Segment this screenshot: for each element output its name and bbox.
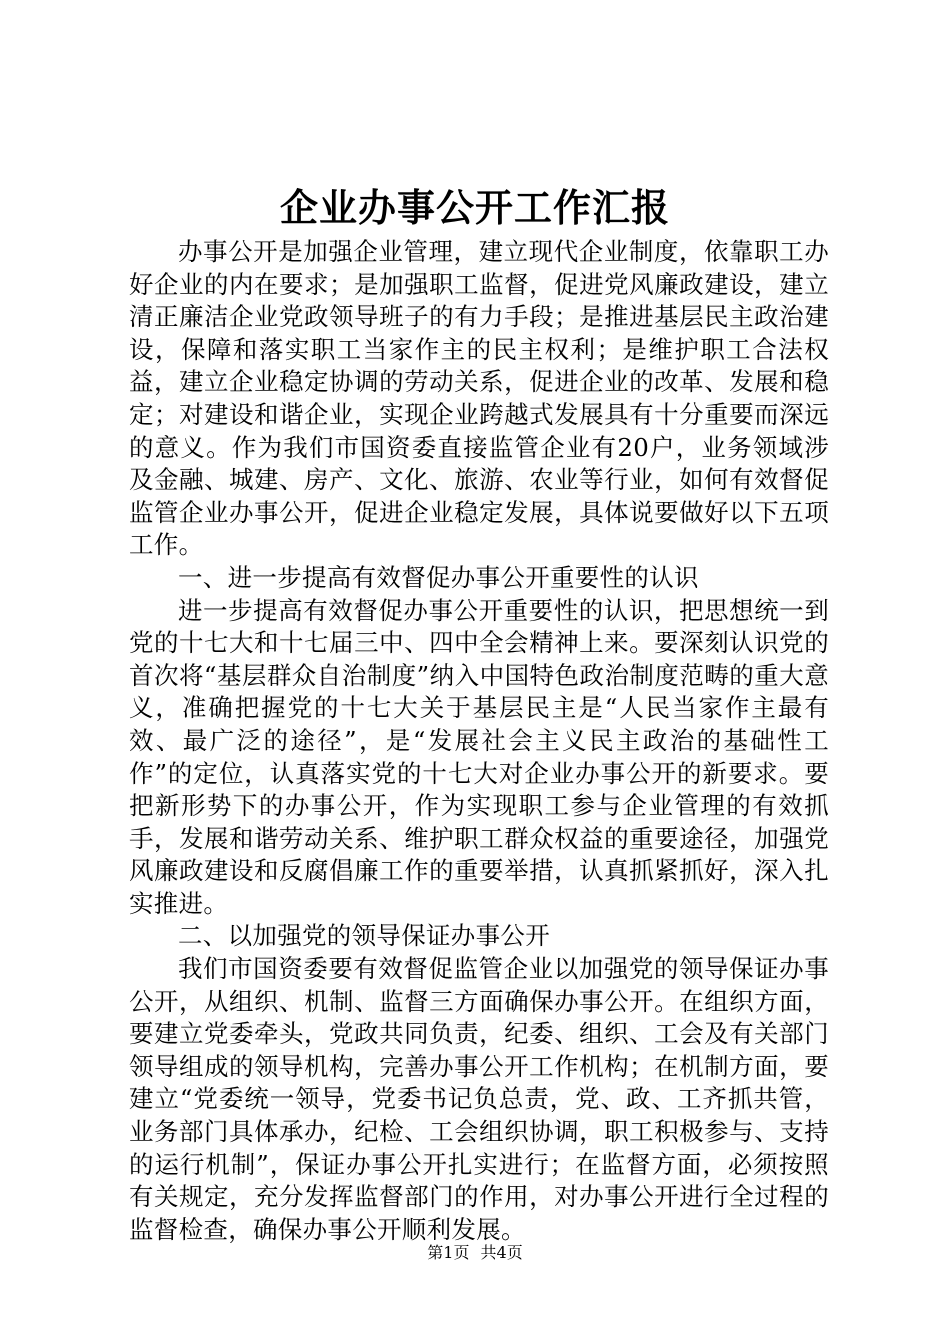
section-2-paragraph: 我们市国资委要有效督促监管企业以加强党的领导保证办事公开，从组织、机制、监督三方面确保办事公开。在组织方面，要建立党委牵头，党政共同负责，纪委、组织、工会及有关部门领导组成的领导机构，完善办事公开工作机构；在机制方面，要建立“党委统一领导，党委书记负总责，党、政、工齐抓共管，业务部门具体承办，纪检、工会组织协调，职工积极参与、支持的运行机制”，保证办事公开扎实进行；在监督方面，必须按照有关规定，充分发挥监督部门的作用，对办事公开进行全过程的监督检查，确保办事公开顺利发展。 xyxy=(129,954,829,1244)
document-title: 企业办事公开工作汇报 xyxy=(279,186,670,230)
section-heading-1: 一、进一步提高有效督促办事公开重要性的认识 xyxy=(178,562,699,592)
intro-paragraph: 办事公开是加强企业管理，建立现代企业制度，依靠职工办好企业的内在要求；是加强职工监督，促进党风廉政建设，建立清正廉洁企业党政领导班子的有力手段；是推进基层民主政治建设，保障和落实职工当家作主的民主权利；是维护职工合法权益，建立企业稳定协调的劳动关系，促进企业的改革、发展和稳定；对建设和谐企业，实现企业跨越式发展具有十分重要而深远的意义。作为我们市国资委直接监管企业有20户，业务领域涉及金融、城建、房产、文化、旅游、农业等行业，如何有效督促监管企业办事公开，促进企业稳定发展，具体说要做好以下五项工作。 xyxy=(129,237,829,560)
section-1-paragraph: 进一步提高有效督促办事公开重要性的认识，把思想统一到党的十七大和十七届三中、四中全会精神上来。要深刻认识党的首次将“基层群众自治制度”纳入中国特色政治制度范畴的重大意义，准确把握党的十七大关于基层民主是“人民当家作主最有效、最广泛的途径”，是“发展社会主义民主政治的基础性工作”的定位，认真落实党的十七大对企业办事公开的新要求。要把新形势下的办事公开，作为实现职工参与企业管理的有效抓手，发展和谐劳动关系、维护职工群众权益的重要途径，加强党风廉政建设和反腐倡廉工作的重要举措，认真抓紧抓好，深入扎实推进。 xyxy=(129,595,830,918)
section-heading-2: 二、以加强党的领导保证办事公开 xyxy=(178,921,550,951)
document-body xyxy=(129,236,829,1246)
page-total: 共4页 xyxy=(480,1243,523,1262)
page-footer xyxy=(0,1242,950,1264)
page-number: 第1页 xyxy=(427,1243,470,1262)
